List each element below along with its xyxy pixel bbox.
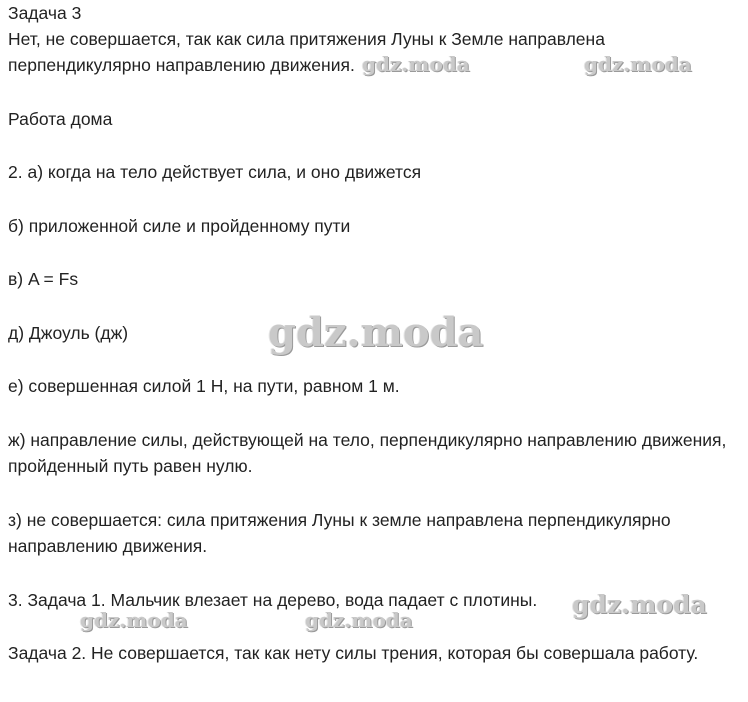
homework-heading: Работа дома <box>8 109 113 129</box>
watermark-logo: gdz.moda <box>80 608 188 632</box>
answer-zh-continued: пройденный путь равен нулю. <box>8 456 253 476</box>
task-3-heading: Задача 3 <box>8 3 82 23</box>
answer-z-continued: направлению движения. <box>8 536 208 556</box>
text-line: Нет, не совершается, так как сила притяжения Луны к Земле направлена <box>8 29 605 49</box>
answer-d: д) Джоуль (дж) <box>8 323 129 343</box>
task-3-problem-1: 3. Задача 1. Мальчик влезает на дерево, вода падает с плотины. <box>8 590 538 610</box>
answer-a: 2. а) когда на тело действует сила, и оно движется <box>8 162 422 182</box>
text-line: перпендикулярно направлению движения. <box>8 55 355 75</box>
watermark-logo: gdz.moda <box>584 52 692 76</box>
answer-z: з) не совершается: сила притяжения Луны к земле направлена перпендикулярно <box>8 510 671 530</box>
watermark-logo: gdz.moda <box>362 52 470 76</box>
watermark-logo: gdz.moda <box>268 309 484 356</box>
answer-b: б) приложенной силе и пройденному пути <box>8 216 351 236</box>
answer-v: в) A = Fs <box>8 269 79 289</box>
answer-zh: ж) направление силы, действующей на тело, перпендикулярно направлению движения, <box>8 430 727 450</box>
watermark-logo: gdz.moda <box>572 590 707 619</box>
task-3-problem-2: Задача 2. Не совершается, так как нету силы трения, которая бы совершала работу. <box>8 643 699 663</box>
answer-e: е) совершенная силой 1 Н, на пути, равном 1 м. <box>8 376 400 396</box>
watermark-logo: gdz.moda <box>305 608 413 632</box>
